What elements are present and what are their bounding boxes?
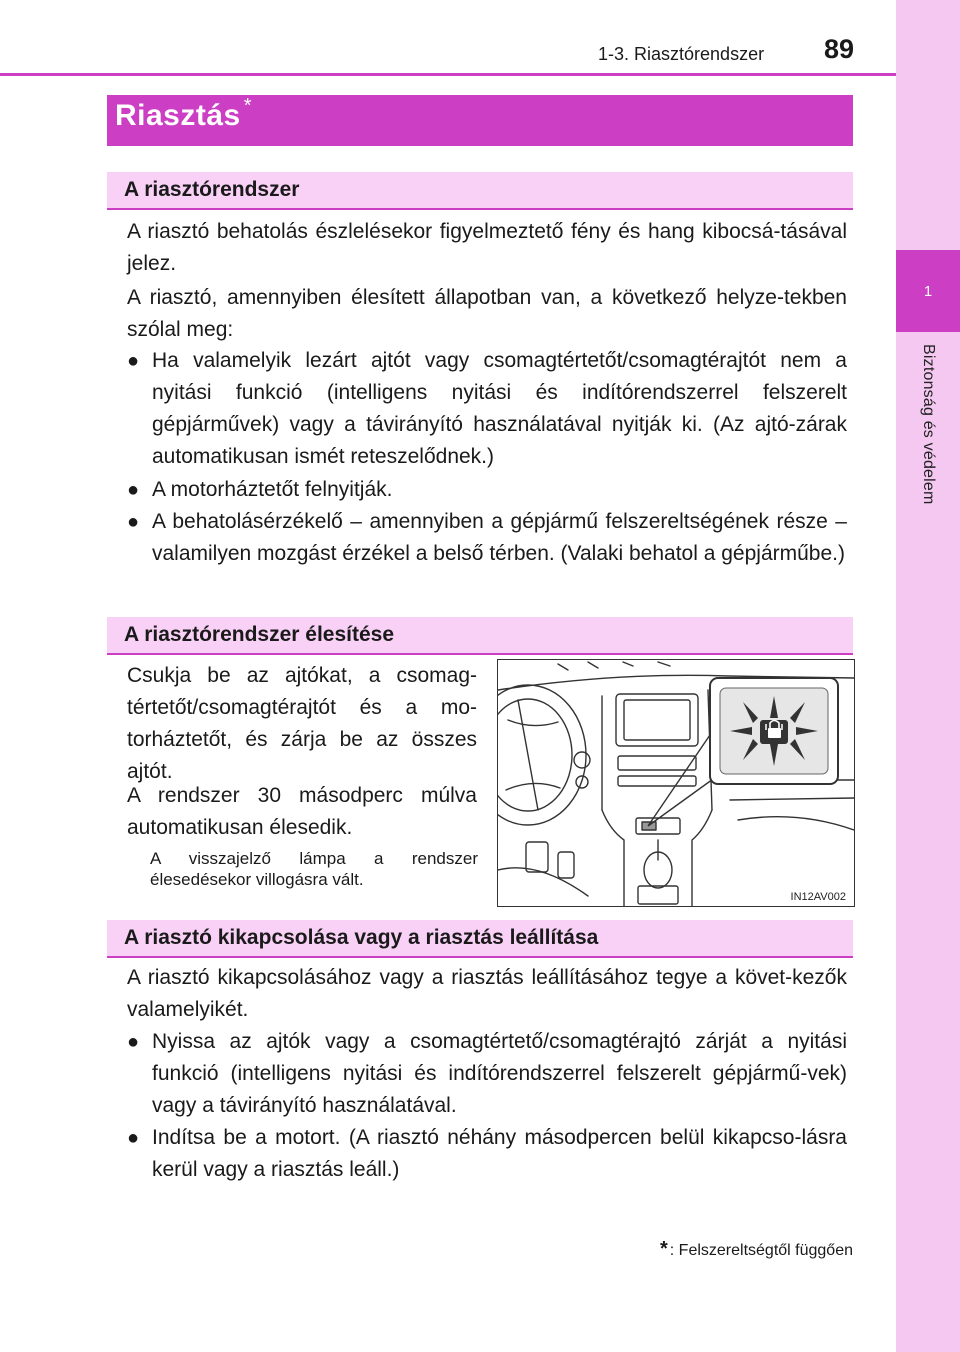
chapter-number-tab[interactable] bbox=[896, 250, 960, 332]
dashboard-illustration bbox=[497, 659, 855, 907]
paragraph: A riasztó behatolás észlelésekor figyelmeztető fény és hang kibocsá-tásával jelez. bbox=[127, 220, 847, 275]
dashboard-drawing bbox=[498, 660, 854, 906]
page-title-text: Riasztás bbox=[115, 99, 241, 132]
section-title-arming: A riasztórendszer élesítése bbox=[124, 623, 395, 646]
chapter-number: 1 bbox=[923, 282, 933, 300]
bullet-icon: ● bbox=[127, 350, 140, 372]
header-rule bbox=[0, 73, 896, 76]
list-item bbox=[127, 1026, 847, 1122]
chapter-title-vertical bbox=[900, 344, 956, 604]
section-title-alarm-system: A riasztórendszer bbox=[124, 178, 300, 201]
paragraph: A riasztó, amennyiben élesített állapotban van, a következő helyze-tekben szólal meg: bbox=[127, 286, 847, 341]
list-item-text: Ha valamelyik lezárt ajtót vagy csomagtértetőt/csomagtérajtót nem a nyitási funkció (intelligens nyitási és indítórendszerrel felszerelt gépjárművek) vagy a távirányító használatával nyitják ki. (Az ajtó-zárak automatikusan ismét reteszelődnek.) bbox=[152, 349, 847, 468]
note-text: A visszajelző lámpa a rendszer élesedésekor villogásra vált. bbox=[150, 849, 478, 889]
chapter-title: Biztonság és védelem bbox=[920, 344, 937, 505]
bullet-icon: ● bbox=[127, 479, 140, 501]
list-item bbox=[127, 506, 847, 570]
bullet-icon: ● bbox=[127, 1127, 140, 1149]
list-item-text: Nyissa az ajtók vagy a csomagtértető/csomagtérajtó zárját a nyitási funkció (intelligens nyitási és indítórendszerrel felszerelt gépjármű-vek) vagy a távirányító használatával. bbox=[152, 1030, 847, 1117]
page-number: 89 bbox=[824, 34, 855, 64]
paragraph: A riasztó kikapcsolásához vagy a riasztás leállításához tegye a követ-kezők valamelyikét. bbox=[127, 966, 847, 1021]
list-item bbox=[127, 1122, 847, 1186]
footnote bbox=[660, 1238, 853, 1261]
list-item-text: A motorháztetőt felnyitják. bbox=[152, 478, 393, 501]
bullet-icon: ● bbox=[127, 1031, 140, 1053]
figure-code: IN12AV002 bbox=[790, 891, 846, 903]
paragraph: A rendszer 30 másodperc múlva automatikusan élesedik. bbox=[127, 784, 477, 839]
list-item-text: Indítsa be a motort. (A riasztó néhány másodpercen belül kikapcso-lásra kerül vagy a riasztás leáll.) bbox=[152, 1126, 847, 1181]
list-item-text: A behatolásérzékelő – amennyiben a gépjármű felszereltségének része – valamilyen mozgást érzékel a belső térben. (Valaki behatol a gépjárműbe.) bbox=[152, 510, 847, 565]
list-item bbox=[127, 345, 847, 473]
footnote-asterisk: * bbox=[659, 1238, 668, 1260]
asterisk-marker: * bbox=[243, 95, 253, 117]
paragraph: Csukja be az ajtókat, a csomag-tértetőt/csomagtérajtót és a mo-torháztetőt, és zárja be az összes ajtót. bbox=[127, 664, 477, 783]
page-title bbox=[115, 95, 253, 133]
footnote-text: : Felszereltségtől függően bbox=[669, 1242, 853, 1259]
running-header: 1-3. Riasztórendszer bbox=[598, 44, 765, 64]
chapter-side-bar bbox=[896, 0, 960, 1352]
section-title-disarming: A riasztó kikapcsolása vagy a riasztás leállítása bbox=[124, 926, 599, 949]
list-item bbox=[127, 474, 847, 506]
bullet-icon: ● bbox=[127, 511, 140, 533]
